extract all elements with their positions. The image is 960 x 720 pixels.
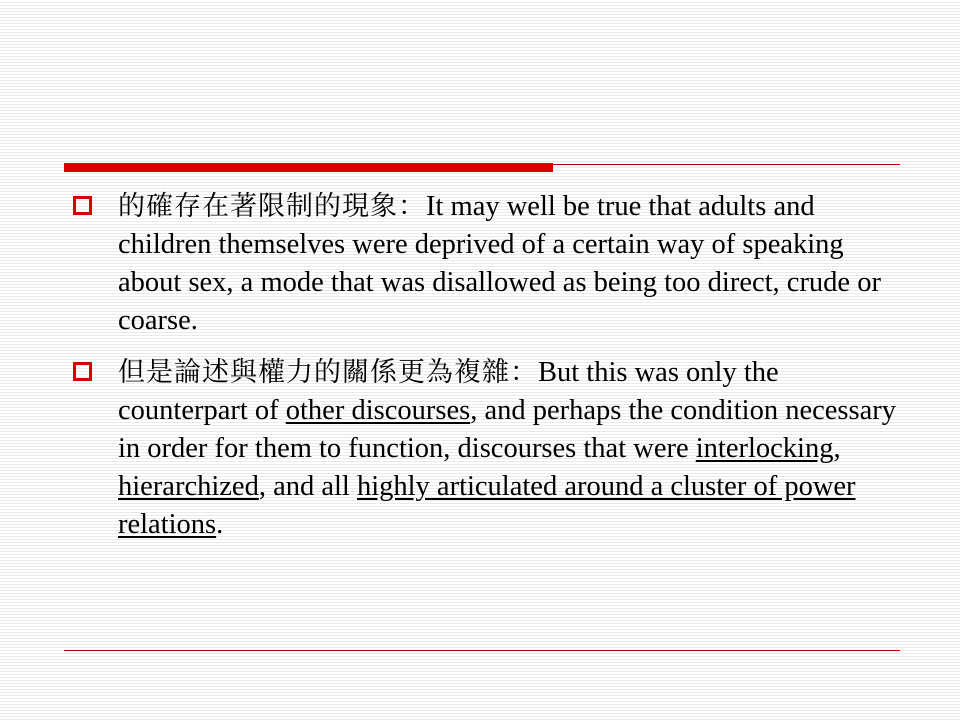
square-bullet-icon: [73, 196, 92, 215]
bottom-rule: [64, 650, 900, 651]
underlined-phrase: highly articulated around a cluster of power relations: [118, 471, 856, 540]
bullet-item-1: [70, 188, 900, 340]
text-run: , and perhaps the condition necessary in order for them to function, discourses that were: [118, 395, 896, 464]
square-bullet-icon: [73, 362, 92, 381]
text-run: It may well be true that adults and children themselves were deprived of a certain way of speaking about sex, a mode that was disallowed as being too direct, crude or coarse.: [118, 191, 881, 336]
text-run: But this was only the counterpart of: [118, 357, 779, 426]
bullet-item-2: [70, 354, 900, 544]
text-run: , and all: [258, 471, 357, 502]
underlined-phrase: hierarchized: [118, 471, 259, 502]
text-run: ,: [833, 433, 841, 464]
text-run: .: [216, 509, 224, 540]
bullet-heading: 的確存在著限制的現象：: [118, 191, 426, 222]
underlined-phrase: other discourses: [285, 395, 471, 426]
accent-bar: [64, 163, 553, 172]
slide-body: [70, 188, 900, 558]
bullet-heading: 但是論述與權力的關係更為複雜：: [118, 357, 538, 388]
underlined-phrase: interlocking: [695, 433, 834, 464]
